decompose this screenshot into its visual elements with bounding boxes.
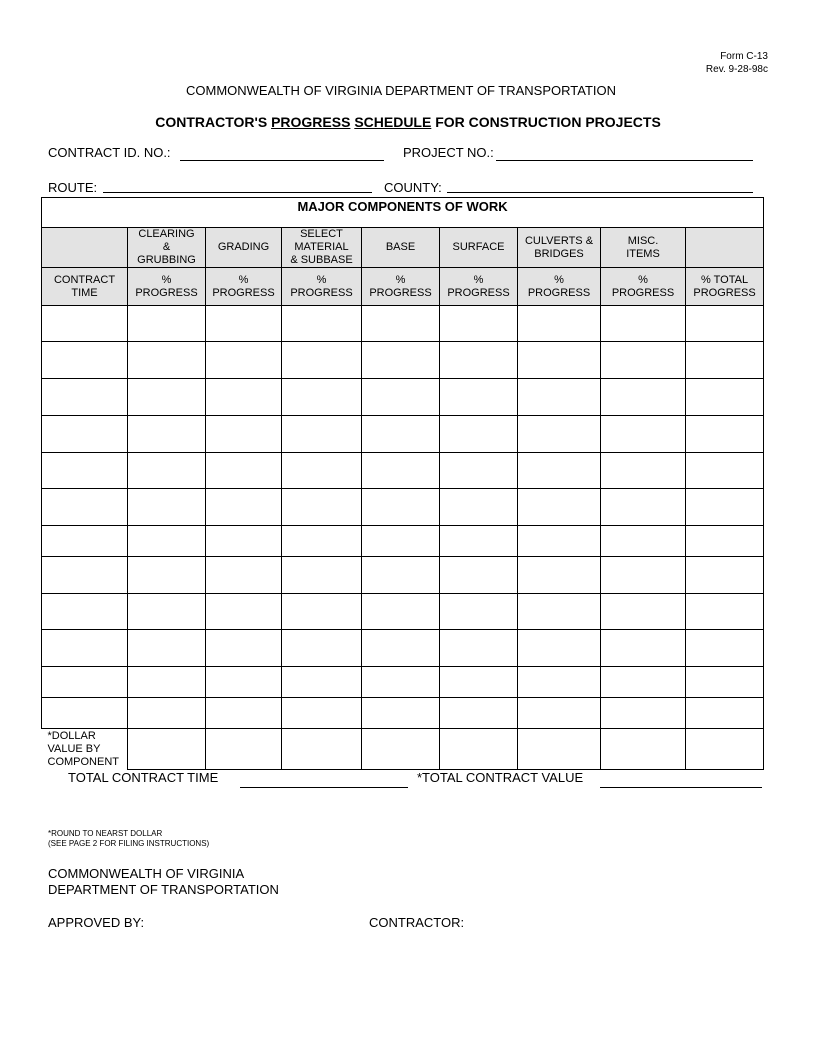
form-revision: Rev. 9-28-98c (705, 64, 768, 75)
progress-entry-cell[interactable] (601, 667, 686, 698)
progress-entry-cell[interactable] (686, 594, 764, 630)
progress-entry-cell[interactable] (440, 306, 518, 342)
form-title (0, 114, 816, 130)
percent-progress-header: % PROGRESS (518, 268, 601, 306)
component-header-cell: BASE (362, 228, 440, 268)
progress-entry-cell[interactable] (362, 489, 440, 526)
progress-entry-cell[interactable] (206, 453, 282, 489)
progress-entry-cell[interactable] (362, 416, 440, 453)
contract-time-cell[interactable] (42, 667, 128, 698)
progress-entry-cell[interactable] (282, 557, 362, 594)
progress-entry-cell[interactable] (686, 698, 764, 729)
contract-time-cell[interactable] (42, 630, 128, 667)
contract-time-header: CONTRACT TIME (42, 268, 128, 306)
progress-entry-cell[interactable] (518, 594, 601, 630)
schedule-entry-row (42, 698, 764, 729)
progress-entry-cell[interactable] (518, 453, 601, 489)
progress-entry-cell[interactable] (518, 557, 601, 594)
progress-entry-cell[interactable] (440, 667, 518, 698)
component-header-cell: GRADING (206, 228, 282, 268)
progress-entry-cell[interactable] (206, 526, 282, 557)
progress-entry-cell[interactable] (362, 594, 440, 630)
progress-entry-cell[interactable] (440, 557, 518, 594)
progress-entry-cell[interactable] (362, 379, 440, 416)
contract-time-cell[interactable] (42, 594, 128, 630)
progress-entry-cell[interactable] (686, 630, 764, 667)
progress-entry-cell[interactable] (128, 342, 206, 379)
schedule-entry-row (42, 453, 764, 489)
progress-entry-cell[interactable] (686, 379, 764, 416)
progress-entry-cell[interactable] (686, 453, 764, 489)
progress-entry-cell[interactable] (440, 379, 518, 416)
component-header-cell: CLEARING & GRUBBING (128, 228, 206, 268)
schedule-entry-row (42, 489, 764, 526)
progress-entry-cell[interactable] (128, 557, 206, 594)
round-note: *ROUND TO NEARST DOLLAR (48, 829, 163, 838)
progress-entry-cell[interactable] (601, 594, 686, 630)
progress-entry-cell[interactable] (440, 526, 518, 557)
schedule-entry-row (42, 306, 764, 342)
progress-entry-cell[interactable] (362, 630, 440, 667)
major-components-title: MAJOR COMPONENTS OF WORK (42, 198, 764, 228)
progress-entry-cell[interactable] (686, 306, 764, 342)
dollar-value-cell[interactable] (282, 729, 362, 770)
contract-time-cell[interactable] (42, 416, 128, 453)
progress-entry-cell[interactable] (518, 416, 601, 453)
dollar-value-cell[interactable] (601, 729, 686, 770)
schedule-entry-row (42, 667, 764, 698)
progress-entry-cell[interactable] (518, 526, 601, 557)
progress-entry-cell[interactable] (362, 342, 440, 379)
contract-time-cell[interactable] (42, 557, 128, 594)
progress-entry-cell[interactable] (601, 453, 686, 489)
progress-entry-cell[interactable] (206, 379, 282, 416)
progress-entry-cell[interactable] (282, 526, 362, 557)
progress-entry-cell[interactable] (128, 698, 206, 729)
dollar-value-cell[interactable] (686, 729, 764, 770)
total-contract-time-label: TOTAL CONTRACT TIME (68, 770, 219, 785)
progress-entry-cell[interactable] (282, 453, 362, 489)
progress-entry-cell[interactable] (440, 342, 518, 379)
progress-entry-cell[interactable] (282, 379, 362, 416)
progress-schedule-table (41, 197, 764, 770)
contract-time-cell[interactable] (42, 698, 128, 729)
component-header-cell (686, 228, 764, 268)
progress-entry-cell[interactable] (206, 306, 282, 342)
total-contract-value-field[interactable] (600, 787, 762, 788)
total-contract-time-field[interactable] (240, 787, 408, 788)
route-field[interactable] (103, 192, 372, 193)
contract-time-cell[interactable] (42, 342, 128, 379)
progress-entry-cell[interactable] (206, 342, 282, 379)
progress-entry-cell[interactable] (601, 489, 686, 526)
dollar-value-cell[interactable] (440, 729, 518, 770)
progress-entry-cell[interactable] (206, 594, 282, 630)
major-components-row (42, 198, 764, 228)
dollar-value-cell[interactable] (362, 729, 440, 770)
filing-instructions-note: (SEE PAGE 2 FOR FILING INSTRUCTIONS) (48, 839, 210, 848)
progress-entry-cell[interactable] (128, 489, 206, 526)
progress-entry-cell[interactable] (206, 667, 282, 698)
title-schedule: SCHEDULE (354, 114, 432, 130)
progress-entry-cell[interactable] (362, 667, 440, 698)
component-header-cell: SELECT MATERIAL & SUBBASE (282, 228, 362, 268)
dollar-value-cell[interactable] (128, 729, 206, 770)
progress-entry-cell[interactable] (128, 667, 206, 698)
percent-progress-header: % PROGRESS (440, 268, 518, 306)
form-number: Form C-13 (720, 51, 768, 62)
dollar-value-label: *DOLLAR VALUE BY COMPONENT (42, 729, 128, 770)
progress-entry-cell[interactable] (282, 698, 362, 729)
progress-entry-cell[interactable] (518, 698, 601, 729)
form-id-block (706, 50, 768, 76)
component-header-cell: MISC. ITEMS (601, 228, 686, 268)
progress-entry-cell[interactable] (518, 306, 601, 342)
progress-entry-cell[interactable] (282, 667, 362, 698)
progress-entry-cell[interactable] (518, 667, 601, 698)
percent-progress-header: % PROGRESS (128, 268, 206, 306)
contract-time-cell[interactable] (42, 453, 128, 489)
schedule-entry-row (42, 630, 764, 667)
contractor-label: CONTRACTOR: (369, 915, 465, 930)
contract-id-label: CONTRACT ID. NO.: (48, 145, 171, 160)
progress-entry-cell[interactable] (206, 630, 282, 667)
progress-entry-cell[interactable] (282, 342, 362, 379)
progress-entry-cell[interactable] (206, 698, 282, 729)
progress-entry-cell[interactable] (686, 489, 764, 526)
schedule-entry-row (42, 379, 764, 416)
progress-entry-cell[interactable] (128, 379, 206, 416)
progress-entry-cell[interactable] (282, 489, 362, 526)
schedule-entry-row (42, 342, 764, 379)
contract-time-cell[interactable] (42, 306, 128, 342)
agency-heading: COMMONWEALTH OF VIRGINIA DEPARTMENT OF TRANSPORTATION (186, 83, 616, 98)
progress-entry-cell[interactable] (686, 526, 764, 557)
progress-entry-cell[interactable] (282, 416, 362, 453)
percent-progress-header: % PROGRESS (601, 268, 686, 306)
progress-entry-cell[interactable] (440, 698, 518, 729)
progress-entry-cell[interactable] (601, 416, 686, 453)
county-label: COUNTY: (384, 180, 442, 195)
progress-entry-cell[interactable] (362, 557, 440, 594)
approved-by-label: APPROVED BY: (48, 915, 145, 930)
dollar-value-cell[interactable] (206, 729, 282, 770)
progress-entry-cell[interactable] (440, 630, 518, 667)
progress-entry-cell[interactable] (601, 630, 686, 667)
progress-entry-cell[interactable] (686, 342, 764, 379)
progress-entry-cell[interactable] (128, 630, 206, 667)
footer-agency-line2: DEPARTMENT OF TRANSPORTATION (48, 882, 279, 897)
progress-entry-cell[interactable] (206, 489, 282, 526)
contract-time-cell[interactable] (42, 526, 128, 557)
dollar-value-cell[interactable] (518, 729, 601, 770)
progress-header-row (42, 268, 764, 306)
progress-entry-cell[interactable] (362, 698, 440, 729)
progress-entry-cell[interactable] (362, 526, 440, 557)
component-header-cell: SURFACE (440, 228, 518, 268)
progress-entry-cell[interactable] (686, 667, 764, 698)
progress-entry-cell[interactable] (282, 594, 362, 630)
schedule-entry-row (42, 557, 764, 594)
progress-entry-cell[interactable] (362, 453, 440, 489)
progress-entry-cell[interactable] (440, 453, 518, 489)
progress-entry-cell[interactable] (362, 306, 440, 342)
progress-entry-cell[interactable] (440, 489, 518, 526)
progress-entry-cell[interactable] (128, 416, 206, 453)
progress-entry-cell[interactable] (206, 416, 282, 453)
progress-entry-cell[interactable] (518, 489, 601, 526)
progress-entry-cell[interactable] (282, 306, 362, 342)
footer-agency-line1: COMMONWEALTH OF VIRGINIA (48, 866, 245, 881)
progress-entry-cell[interactable] (440, 416, 518, 453)
progress-entry-cell[interactable] (128, 526, 206, 557)
progress-entry-cell[interactable] (601, 698, 686, 729)
title-suffix: FOR CONSTRUCTION PROJECTS (431, 114, 661, 130)
total-contract-value-label: *TOTAL CONTRACT VALUE (417, 770, 584, 785)
progress-entry-cell[interactable] (518, 379, 601, 416)
project-no-field[interactable] (496, 160, 753, 161)
percent-progress-header: % PROGRESS (282, 268, 362, 306)
contract-time-cell[interactable] (42, 489, 128, 526)
contract-id-field[interactable] (180, 160, 384, 161)
title-progress: PROGRESS (271, 114, 351, 130)
dollar-value-row (42, 729, 764, 770)
progress-entry-cell[interactable] (128, 453, 206, 489)
progress-entry-cell[interactable] (601, 306, 686, 342)
progress-entry-cell[interactable] (601, 557, 686, 594)
total-progress-header: % TOTAL PROGRESS (686, 268, 764, 306)
contract-time-cell[interactable] (42, 379, 128, 416)
percent-progress-header: % PROGRESS (206, 268, 282, 306)
component-header-row (42, 228, 764, 268)
schedule-entry-row (42, 594, 764, 630)
progress-entry-cell[interactable] (601, 526, 686, 557)
progress-entry-cell[interactable] (128, 594, 206, 630)
schedule-entry-row (42, 526, 764, 557)
progress-entry-cell[interactable] (686, 416, 764, 453)
route-label: ROUTE: (48, 180, 98, 195)
component-header-cell: CULVERTS & BRIDGES (518, 228, 601, 268)
progress-entry-cell[interactable] (128, 306, 206, 342)
component-header-cell (42, 228, 128, 268)
progress-entry-cell[interactable] (518, 342, 601, 379)
project-no-label: PROJECT NO.: (403, 145, 494, 160)
progress-entry-cell[interactable] (686, 557, 764, 594)
progress-entry-cell[interactable] (601, 342, 686, 379)
progress-entry-cell[interactable] (601, 379, 686, 416)
title-prefix: CONTRACTOR'S (155, 114, 272, 130)
schedule-entry-row (42, 416, 764, 453)
progress-entry-cell[interactable] (206, 557, 282, 594)
county-field[interactable] (447, 192, 753, 193)
progress-entry-cell[interactable] (282, 630, 362, 667)
percent-progress-header: % PROGRESS (362, 268, 440, 306)
progress-entry-cell[interactable] (518, 630, 601, 667)
progress-entry-cell[interactable] (440, 594, 518, 630)
